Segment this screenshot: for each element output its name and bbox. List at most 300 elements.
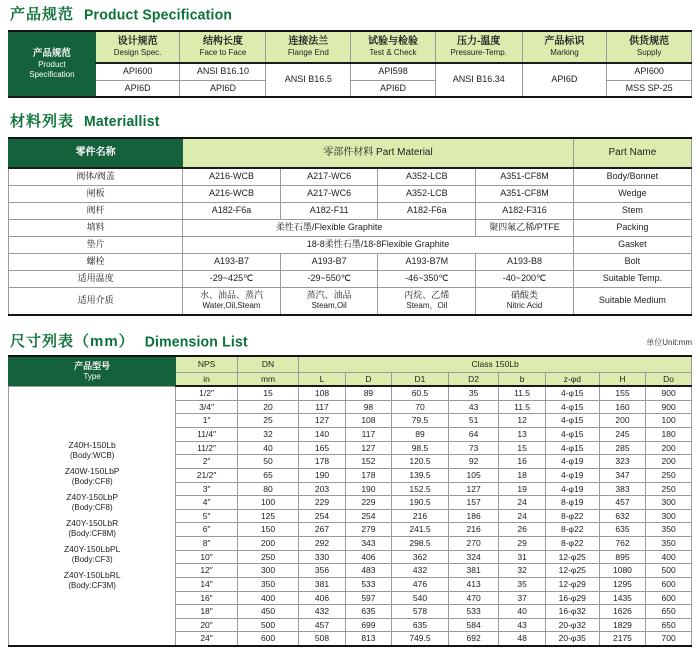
product-type-label — [69, 441, 116, 460]
dim-cell: 692 — [448, 632, 499, 646]
dim-cell: 241.5 — [392, 523, 449, 537]
dim-cell: 635 — [599, 523, 645, 537]
dim-cell: 120.5 — [392, 455, 449, 469]
dim-cell: 300 — [237, 564, 298, 578]
section-title-en: Product Specification — [84, 5, 233, 23]
dim-cell: 64 — [448, 428, 499, 442]
spec-corner-en2: Specification — [29, 69, 75, 79]
dim-cell: 98 — [345, 400, 391, 414]
dim-corner-cn: 产品型号 — [74, 360, 111, 371]
dim-cell: 300 — [646, 496, 692, 510]
material-value: A351-CF8M — [476, 185, 574, 202]
material-value: A193-B8 — [476, 253, 574, 270]
dim-cell: 1295 — [599, 577, 645, 591]
material-part-en: Stem — [573, 202, 691, 219]
dim-cell: 152.5 — [392, 482, 449, 496]
dim-product-type-cell — [9, 386, 176, 646]
spec-col-en: Flange End — [287, 48, 329, 58]
dim-cell: 73 — [448, 441, 499, 455]
material-value: A352-LCB — [378, 168, 476, 185]
dim-cell: 32 — [237, 428, 298, 442]
dim-cell: 24″ — [176, 632, 237, 646]
section-title-en: Dimension List — [144, 332, 248, 350]
medium-cn: 蒸汽、油品 — [306, 290, 352, 301]
spec-corner-cn: 产品规范 — [32, 48, 71, 60]
dim-cell: 70 — [392, 400, 449, 414]
dim-cell: 155 — [599, 386, 645, 400]
dim-cell: 216 — [448, 523, 499, 537]
material-part-cn: 阀体/阀盖 — [9, 168, 183, 185]
dim-cell: 383 — [599, 482, 645, 496]
material-part-en: Gasket — [573, 236, 691, 253]
dimension-table — [8, 355, 692, 647]
product-type-body-material: (Body:WCB) — [69, 451, 115, 461]
dim-cell: 19 — [499, 482, 545, 496]
dim-cell: 43 — [448, 400, 499, 414]
medium-cn: 硝酸类 — [510, 290, 538, 301]
spec-corner-en1: Product — [38, 59, 66, 69]
dim-cell: 762 — [599, 537, 645, 551]
material-part-cn: 适用介质 — [9, 287, 183, 315]
dim-cell: 4-φ15 — [545, 400, 599, 414]
dim-cell: 100 — [646, 414, 692, 428]
dim-cell: 65 — [237, 468, 298, 482]
dim-cell: 11/4″ — [176, 428, 237, 442]
material-value: A193-B7 — [183, 253, 281, 270]
dim-cell: 343 — [345, 537, 391, 551]
spec-value: ANSI B16.34 — [435, 63, 522, 97]
dim-cell: 1″ — [176, 414, 237, 428]
material-part-en: Wedge — [573, 185, 691, 202]
dim-cell: 200 — [237, 537, 298, 551]
material-value: A182-F316 — [476, 202, 574, 219]
medium-en: Nitric Acid — [506, 301, 543, 311]
dim-cell: 48 — [499, 632, 545, 646]
material-part-cn: 填料 — [9, 219, 183, 236]
dim-cell: 406 — [299, 591, 345, 605]
dim-cell: 117 — [345, 428, 391, 442]
dim-cell: 35 — [448, 386, 499, 400]
dim-cell: 79.5 — [392, 414, 449, 428]
dim-cell: 11.5 — [499, 400, 545, 414]
dim-row — [9, 386, 692, 400]
spec-col-test — [351, 31, 436, 63]
product-type-model: Z40Y-150LbRL — [63, 570, 121, 581]
dim-cell: 89 — [345, 386, 391, 400]
dim-cell: 117 — [299, 400, 345, 414]
dim-cell: 413 — [448, 577, 499, 591]
dim-cell: 150 — [237, 523, 298, 537]
dim-cell: 699 — [345, 618, 391, 632]
dim-cell: 540 — [392, 591, 449, 605]
dim-cell: 500 — [237, 618, 298, 632]
spec-col-supply — [607, 31, 692, 63]
dim-cell: 4-φ19 — [545, 455, 599, 469]
spec-col-cn: 压力-温度 — [457, 35, 501, 47]
material-table — [8, 137, 692, 316]
material-value: A216-WCB — [183, 185, 281, 202]
dim-cell: 6″ — [176, 523, 237, 537]
material-row-bolt — [9, 253, 692, 270]
material-value: A217-WC6 — [280, 168, 378, 185]
dim-col-H: H — [599, 372, 645, 386]
dim-cell: 4-φ15 — [545, 386, 599, 400]
product-type-label — [64, 545, 120, 564]
material-value — [378, 287, 476, 315]
dim-cell: 635 — [345, 605, 391, 619]
dim-cell: 10″ — [176, 550, 237, 564]
dim-cell: 140 — [299, 428, 345, 442]
section-title-material-list — [10, 110, 692, 131]
medium-en: Water,Oil,Steam — [202, 301, 261, 311]
dim-cell: 1435 — [599, 591, 645, 605]
dim-cell: 476 — [392, 577, 449, 591]
material-value: A352-LCB — [378, 185, 476, 202]
dim-cell: 229 — [345, 496, 391, 510]
dim-col-L: L — [299, 372, 345, 386]
dim-cell: 350 — [646, 537, 692, 551]
dim-cell: 127 — [299, 414, 345, 428]
dim-cell: 43 — [499, 618, 545, 632]
spec-data-row-1 — [9, 63, 692, 80]
dim-cell: 12-φ25 — [545, 550, 599, 564]
material-col-partmaterial: 零部件材料 Part Material — [183, 138, 574, 168]
dim-cell: 216 — [392, 509, 449, 523]
dim-col-Do: Do — [646, 372, 692, 386]
section-title-en: Materiallist — [84, 112, 160, 130]
product-type-model: Z40Y-150LbP — [66, 492, 118, 503]
dim-cell: 98.5 — [392, 441, 449, 455]
product-type-body-material: (Body:CF8M) — [68, 529, 116, 539]
dim-col-b: b — [499, 372, 545, 386]
material-part-cn: 适用温度 — [9, 270, 183, 287]
dim-cell: 4-φ19 — [545, 482, 599, 496]
dim-cell: 20 — [237, 400, 298, 414]
dim-cell: 152 — [345, 455, 391, 469]
product-type-label — [66, 493, 118, 512]
dim-cell: 15 — [237, 386, 298, 400]
material-value: A351-CF8M — [476, 168, 574, 185]
dim-cell: 20″ — [176, 618, 237, 632]
dim-cell: 584 — [448, 618, 499, 632]
dim-cell: 89 — [392, 428, 449, 442]
dim-cell: 324 — [448, 550, 499, 564]
dim-cell: 650 — [646, 618, 692, 632]
spec-col-design — [95, 31, 180, 63]
dim-cell: 200 — [646, 441, 692, 455]
dim-cell: 900 — [646, 386, 692, 400]
dim-cell: 267 — [299, 523, 345, 537]
dim-cell: 13 — [499, 428, 545, 442]
dim-cell: 292 — [299, 537, 345, 551]
dim-cell: 2″ — [176, 455, 237, 469]
material-part-en: Suitable Medium — [573, 287, 691, 315]
material-value — [280, 287, 378, 315]
dim-col-dn: DN — [237, 356, 298, 372]
spec-value: API600 — [607, 63, 692, 80]
dim-cell: 165 — [299, 441, 345, 455]
dim-cell: 21/2″ — [176, 468, 237, 482]
dim-col-class: Class 150Lb — [299, 356, 692, 372]
dim-cell: 600 — [646, 577, 692, 591]
dim-cell: 600 — [237, 632, 298, 646]
dim-cell: 300 — [646, 509, 692, 523]
material-value: A193-B7 — [280, 253, 378, 270]
material-value — [183, 287, 281, 315]
spec-value: API6D — [351, 80, 436, 97]
material-value: A182-F6a — [183, 202, 281, 219]
product-spec-table — [8, 30, 692, 98]
medium-cn: 水、油品、蒸汽 — [199, 290, 263, 301]
dim-cell: 749.5 — [392, 632, 449, 646]
dim-cell: 127 — [448, 482, 499, 496]
dim-cell: 406 — [345, 550, 391, 564]
dim-cell: 31 — [499, 550, 545, 564]
dim-cell: 470 — [448, 591, 499, 605]
product-type-list — [11, 441, 173, 590]
dim-cell: 200 — [646, 455, 692, 469]
dim-corner-cell — [9, 356, 176, 386]
dim-header-row-1 — [9, 356, 692, 372]
product-type-model: Z40Y-150LbR — [66, 518, 119, 529]
dim-cell: 4-φ15 — [545, 428, 599, 442]
dim-col-zd: z-φd — [545, 372, 599, 386]
dim-cell: 229 — [299, 496, 345, 510]
dim-cell: 245 — [599, 428, 645, 442]
spec-col-cn: 产品标识 — [544, 35, 585, 47]
dim-cell: 533 — [345, 577, 391, 591]
material-value: 18-8柔性石墨/18-8Flexible Graphite — [183, 236, 574, 253]
dim-cell: 298.5 — [392, 537, 449, 551]
material-part-en: Suitable Temp. — [573, 270, 691, 287]
dim-cell: 26 — [499, 523, 545, 537]
dim-cell: 14″ — [176, 577, 237, 591]
dim-cell: 190.5 — [392, 496, 449, 510]
dim-col-in: in — [176, 372, 237, 386]
dim-cell: 4-φ19 — [545, 468, 599, 482]
material-part-en: Body/Bonnet — [573, 168, 691, 185]
dim-cell: 432 — [392, 564, 449, 578]
dim-cell: 51 — [448, 414, 499, 428]
dim-cell: 18 — [499, 468, 545, 482]
dim-col-D: D — [345, 372, 391, 386]
dim-cell: 813 — [345, 632, 391, 646]
dim-cell: 20-φ32 — [545, 618, 599, 632]
spec-value: API6D — [95, 80, 180, 97]
dim-cell: 100 — [237, 496, 298, 510]
product-type-body-material: (Body:CF3M) — [68, 580, 116, 590]
dim-cell: 4-φ15 — [545, 441, 599, 455]
dim-cell: 508 — [299, 632, 345, 646]
dim-cell: 1/2″ — [176, 386, 237, 400]
spec-value: API598 — [351, 63, 436, 80]
spec-col-en: Design Spec. — [113, 48, 162, 58]
dim-cell: 8-φ22 — [545, 537, 599, 551]
spec-col-flange — [266, 31, 351, 63]
section-title-cn: 尺寸列表（mm） — [10, 333, 135, 350]
dim-col-nps: NPS — [176, 356, 237, 372]
dim-cell: 11.5 — [499, 386, 545, 400]
material-value: 柔性石墨/Flexible Graphite — [183, 219, 476, 236]
spec-col-en: Marking — [550, 48, 579, 58]
dim-cell: 203 — [299, 482, 345, 496]
dim-cell: 32 — [499, 564, 545, 578]
dim-cell: 1829 — [599, 618, 645, 632]
product-type-model: Z40Y-150LbPL — [63, 544, 121, 555]
spec-value: API6D — [522, 63, 607, 97]
dim-cell: 650 — [646, 605, 692, 619]
dim-cell: 12-φ25 — [545, 564, 599, 578]
dim-cell: 200 — [599, 414, 645, 428]
dim-cell: 29 — [499, 537, 545, 551]
medium-en: Steam，Oil — [406, 301, 448, 311]
material-col-partname-en: Part Name — [573, 138, 691, 168]
dim-cell: 2175 — [599, 632, 645, 646]
dim-cell: 24 — [499, 509, 545, 523]
dim-cell: 80 — [237, 482, 298, 496]
dim-cell: 139.5 — [392, 468, 449, 482]
section-title-product-spec — [10, 3, 692, 24]
section-title-cn: 产品规范 — [10, 6, 75, 23]
dim-cell: 40 — [499, 605, 545, 619]
dim-cell: 108 — [299, 386, 345, 400]
dimension-title-row — [8, 330, 692, 355]
material-value: 聚四氟乙稀/PTFE — [476, 219, 574, 236]
dim-cell: 578 — [392, 605, 449, 619]
dim-cell: 400 — [237, 591, 298, 605]
product-type-model: Z40H-150Lb — [68, 440, 116, 451]
dim-cell: 900 — [646, 400, 692, 414]
dim-cell: 457 — [599, 496, 645, 510]
dim-cell: 190 — [345, 482, 391, 496]
dim-cell: 178 — [299, 455, 345, 469]
dim-col-D2: D2 — [448, 372, 499, 386]
dim-cell: 3″ — [176, 482, 237, 496]
spec-col-cn: 供货规范 — [629, 35, 670, 47]
spec-value: ANSI B16.5 — [266, 63, 351, 97]
dim-cell: 186 — [448, 509, 499, 523]
section-title-cn: 材料列表 — [10, 113, 75, 130]
dim-cell: 323 — [599, 455, 645, 469]
dim-cell: 40 — [237, 441, 298, 455]
dim-cell: 105 — [448, 468, 499, 482]
dim-cell: 700 — [646, 632, 692, 646]
material-value: -29~425℃ — [183, 270, 281, 287]
dim-cell: 35 — [499, 577, 545, 591]
material-row-body — [9, 168, 692, 185]
dim-cell: 24 — [499, 496, 545, 510]
material-part-cn: 垫片 — [9, 236, 183, 253]
dim-cell: 632 — [599, 509, 645, 523]
dim-corner-en: Type — [83, 371, 101, 381]
dim-cell: 8-φ22 — [545, 523, 599, 537]
spec-value: ANSI B16.10 — [180, 63, 266, 80]
dim-cell: 4-φ15 — [545, 414, 599, 428]
dim-cell: 12 — [499, 414, 545, 428]
dim-cell: 16-φ29 — [545, 591, 599, 605]
dim-cell: 432 — [299, 605, 345, 619]
unit-label: 单位Unit:mm — [646, 338, 692, 347]
dim-cell: 350 — [237, 577, 298, 591]
dim-cell: 8-φ22 — [545, 509, 599, 523]
dim-cell: 1626 — [599, 605, 645, 619]
material-row-stem — [9, 202, 692, 219]
dim-cell: 1080 — [599, 564, 645, 578]
dim-cell: 190 — [299, 468, 345, 482]
dim-cell: 285 — [599, 441, 645, 455]
dim-cell: 125 — [237, 509, 298, 523]
medium-cn: 丙烷、乙烯 — [404, 290, 450, 301]
dim-cell: 400 — [646, 550, 692, 564]
spec-col-cn: 结构长度 — [202, 35, 243, 47]
dim-cell: 3/4″ — [176, 400, 237, 414]
dim-cell: 25 — [237, 414, 298, 428]
dim-cell: 92 — [448, 455, 499, 469]
dim-cell: 381 — [448, 564, 499, 578]
material-value: A193-B7M — [378, 253, 476, 270]
material-value: -46~350℃ — [378, 270, 476, 287]
material-value: A182-F6a — [378, 202, 476, 219]
dim-cell: 483 — [345, 564, 391, 578]
dim-cell: 37 — [499, 591, 545, 605]
dim-cell: 450 — [237, 605, 298, 619]
material-row-gasket — [9, 236, 692, 253]
dim-cell: 356 — [299, 564, 345, 578]
spec-col-en: Face to Face — [199, 48, 247, 58]
product-type-label — [66, 519, 118, 538]
dim-cell: 457 — [299, 618, 345, 632]
spec-value: API6D — [180, 80, 266, 97]
dim-cell: 250 — [237, 550, 298, 564]
dim-cell: 20-φ35 — [545, 632, 599, 646]
dim-cell: 254 — [345, 509, 391, 523]
dim-cell: 381 — [299, 577, 345, 591]
dim-cell: 16″ — [176, 591, 237, 605]
dim-cell: 254 — [299, 509, 345, 523]
dim-cell: 600 — [646, 591, 692, 605]
dim-cell: 4″ — [176, 496, 237, 510]
spec-col-en: Pressure-Temp. — [450, 48, 507, 58]
dim-cell: 279 — [345, 523, 391, 537]
material-row-temp — [9, 270, 692, 287]
material-value — [476, 287, 574, 315]
dim-cell: 15 — [499, 441, 545, 455]
spec-col-facetoface — [180, 31, 266, 63]
dim-cell: 250 — [646, 468, 692, 482]
dim-cell: 270 — [448, 537, 499, 551]
dim-cell: 250 — [646, 482, 692, 496]
medium-en: Steam,Oil — [311, 301, 347, 311]
dim-cell: 12″ — [176, 564, 237, 578]
dim-cell: 635 — [392, 618, 449, 632]
dim-col-D1: D1 — [392, 372, 449, 386]
product-type-body-material: (Body:CF8) — [71, 503, 113, 513]
material-col-partname-cn: 零件名称 — [9, 138, 183, 168]
product-type-label — [65, 467, 120, 486]
dim-cell: 18″ — [176, 605, 237, 619]
material-header-row — [9, 138, 692, 168]
material-part-en: Bolt — [573, 253, 691, 270]
product-type-body-material: (Body:CF3) — [71, 555, 113, 565]
spec-col-marking — [522, 31, 607, 63]
dim-cell: 8″ — [176, 537, 237, 551]
material-row-packing — [9, 219, 692, 236]
product-type-label — [64, 571, 121, 590]
dim-cell: 16 — [499, 455, 545, 469]
dim-cell: 5″ — [176, 509, 237, 523]
dim-cell: 180 — [646, 428, 692, 442]
dim-cell: 500 — [646, 564, 692, 578]
